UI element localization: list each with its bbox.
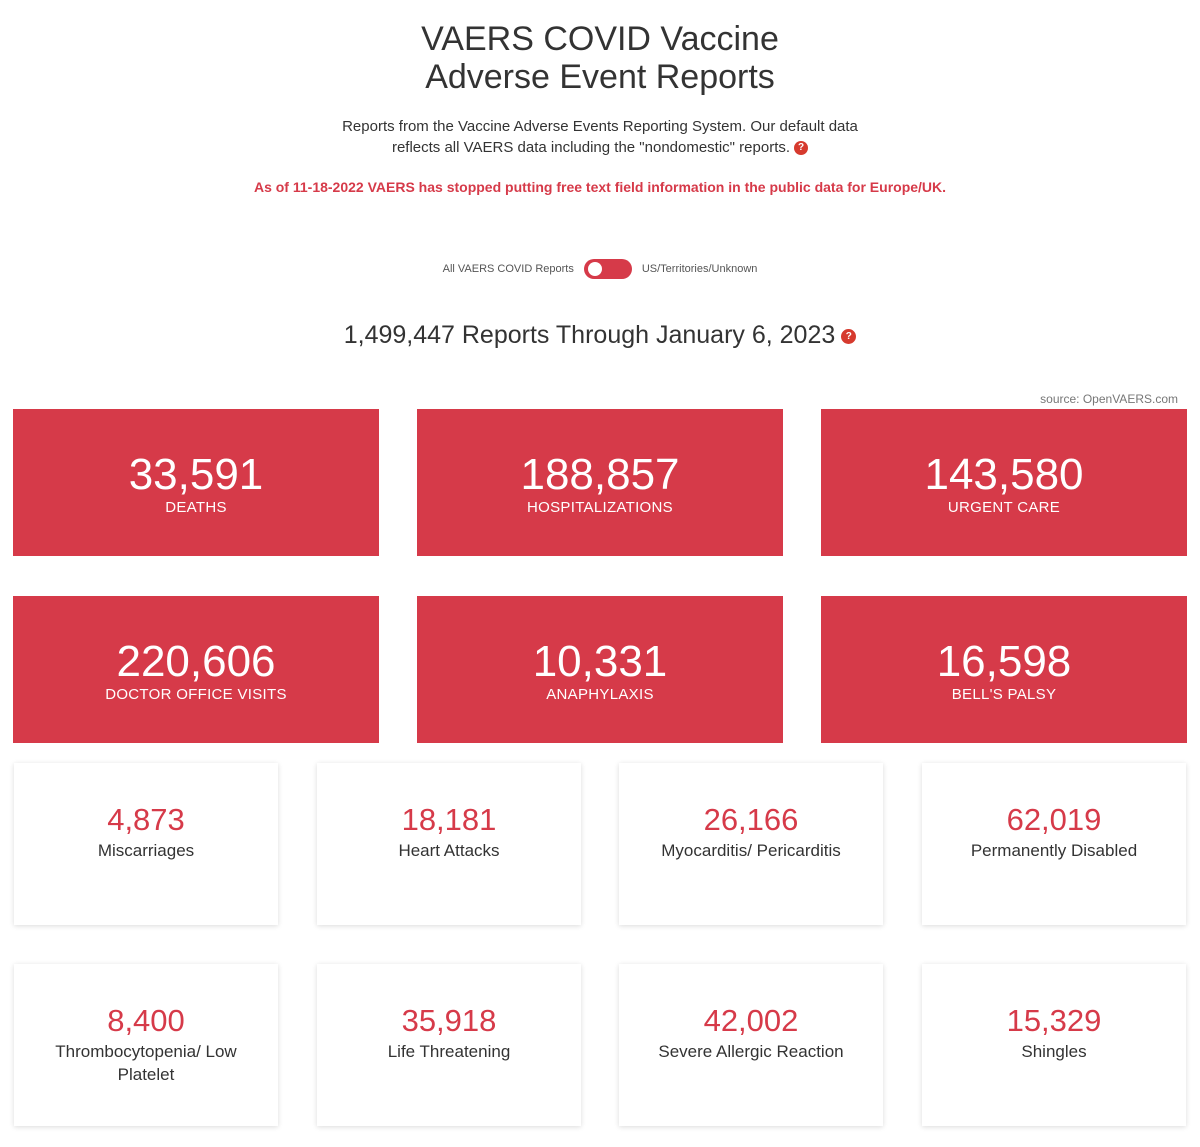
stat-label: ANAPHYLAXIS [546, 686, 654, 703]
stat-label: Miscarriages [97, 841, 195, 860]
stat-card-anaphylaxis [417, 596, 783, 743]
stat-card-myocarditis [619, 763, 883, 925]
stat-label: Thrombocytopenia/ Low Platelet [55, 1042, 237, 1084]
stat-label: URGENT CARE [947, 499, 1061, 516]
stat-card-hospitalizations [417, 409, 783, 556]
stat-card-thrombocytopenia [14, 964, 278, 1126]
report-count-heading [0, 318, 1200, 352]
stat-value: 35,918 [401, 1003, 497, 1038]
stat-card-life-threatening [317, 964, 581, 1126]
report-scope-toggle-row [0, 258, 1200, 280]
stat-value: 220,606 [116, 637, 276, 686]
stat-label: Heart Attacks [398, 841, 500, 860]
stat-card-shingles [922, 964, 1186, 1126]
stat-label: HOSPITALIZATIONS [527, 499, 673, 516]
intro-text [300, 116, 900, 158]
stat-value: 10,331 [532, 637, 668, 686]
stat-label: Life Threatening [387, 1042, 511, 1061]
stat-card-urgent-care [821, 409, 1187, 556]
stat-value: 16,598 [936, 637, 1072, 686]
stat-card-permanently-disabled [922, 763, 1186, 925]
question-mark-icon[interactable]: ? [794, 141, 808, 155]
stat-card-severe-allergic-reaction [619, 964, 883, 1126]
stat-label: Myocarditis/ Pericarditis [661, 841, 841, 860]
stat-value: 4,873 [107, 802, 185, 837]
stat-value: 8,400 [107, 1003, 185, 1038]
stat-label: DEATHS [165, 499, 227, 516]
intro-line-2: reflects all VAERS data including the "nondomestic" reports. [391, 139, 791, 156]
stat-label: Permanently Disabled [970, 841, 1138, 860]
stat-card-doctor-office-visits [13, 596, 379, 743]
stat-card-deaths [13, 409, 379, 556]
toggle-label-all: All VAERS COVID Reports [442, 263, 574, 275]
stat-value: 15,329 [1006, 1003, 1102, 1038]
stat-card-miscarriages [14, 763, 278, 925]
source-credit: source: OpenVAERS.com [1040, 392, 1178, 406]
stat-label: BELL'S PALSY [951, 686, 1057, 703]
data-notice: As of 11-18-2022 VAERS has stopped putting free text field information in the public data for Europe/UK. [253, 179, 947, 195]
page-title [0, 20, 1200, 96]
page-title-line-1: VAERS COVID Vaccine [421, 20, 779, 58]
stat-value: 42,002 [703, 1003, 799, 1038]
report-scope-toggle[interactable] [584, 259, 632, 279]
stat-card-bells-palsy [821, 596, 1187, 743]
stat-value: 62,019 [1006, 802, 1102, 837]
stat-label: DOCTOR OFFICE VISITS [105, 686, 287, 703]
toggle-knob [588, 262, 602, 276]
stat-label: Shingles [1021, 1042, 1087, 1061]
intro-line-1: Reports from the Vaccine Adverse Events Reporting System. Our default data [342, 118, 858, 135]
stat-value: 33,591 [128, 450, 264, 499]
page-title-line-2: Adverse Event Reports [425, 58, 775, 96]
stat-label: Severe Allergic Reaction [658, 1042, 844, 1061]
question-mark-icon[interactable]: ? [841, 329, 856, 344]
stat-value: 18,181 [401, 802, 497, 837]
toggle-label-us: US/Territories/Unknown [641, 263, 758, 275]
stat-value: 26,166 [703, 802, 799, 837]
report-count-text: 1,499,447 Reports Through January 6, 2023 [343, 321, 836, 349]
stat-value: 143,580 [924, 450, 1084, 499]
stat-value: 188,857 [520, 450, 680, 499]
stat-card-heart-attacks [317, 763, 581, 925]
